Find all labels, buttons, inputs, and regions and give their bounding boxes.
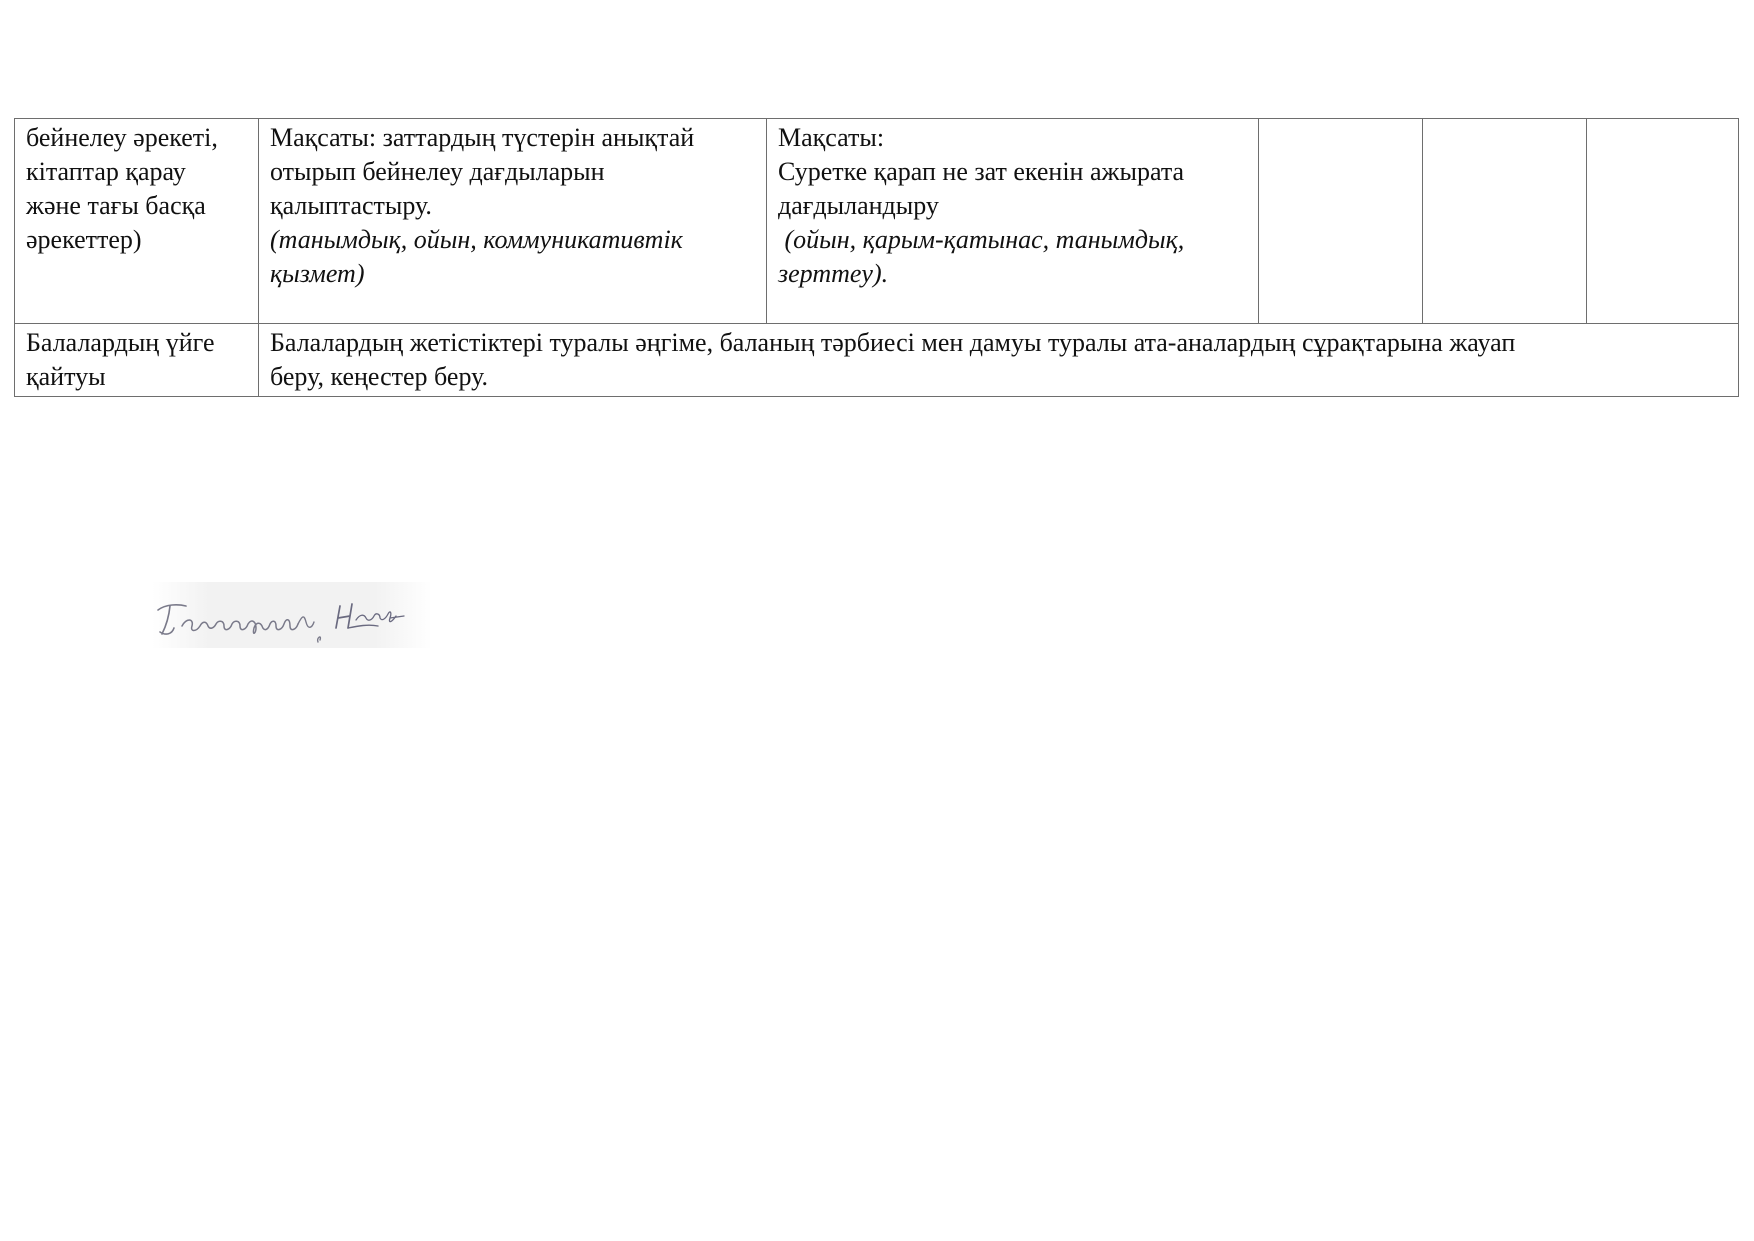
handwritten-signature (152, 582, 432, 648)
plan-table (14, 118, 1739, 397)
cell-line: отырып бейнелеу дағдыларын (270, 157, 605, 186)
cell-line-italic: қызмет) (270, 259, 365, 288)
signature-icon (152, 582, 432, 648)
cell-line: Мақсаты: (778, 123, 885, 152)
cell-line: бейнелеу әрекеті, (26, 123, 218, 152)
cell-line: Балалардың жетістіктері туралы әңгіме, баланың тәрбиесі мен дамуы туралы ата-аналардың сұрақтарына жауап (270, 328, 1516, 357)
cell-line: Суретке қарап не зат екенін ажырата (778, 157, 1185, 186)
cell-line: Мақсаты: заттардың түстерін анықтай (270, 123, 695, 152)
cell-line: беру, кеңестер беру. (270, 362, 489, 391)
empty-cell (1259, 119, 1423, 324)
empty-cell (1587, 119, 1739, 324)
empty-cell (1423, 119, 1587, 324)
activity-cell (15, 119, 259, 324)
goal-cell-1 (259, 119, 767, 324)
cell-line: қалыптастыру. (270, 191, 432, 220)
cell-line-italic: зерттеу). (778, 259, 889, 288)
cell-line: әрекеттер) (26, 225, 142, 254)
cell-line: дағдыландыру (778, 191, 939, 220)
goal-cell-2 (767, 119, 1259, 324)
activity-cell (15, 324, 259, 397)
cell-line-italic: (ойын, қарым-қатынас, танымдық, (778, 225, 1185, 254)
cell-line: Балалардың үйге (26, 328, 215, 357)
cell-line-italic: (танымдық, ойын, коммуникативтік (270, 225, 683, 254)
cell-line: кітаптар қарау (26, 157, 186, 186)
table-row (15, 324, 1739, 397)
merged-description-cell (259, 324, 1739, 397)
cell-line: қайтуы (26, 362, 106, 391)
cell-line: және тағы басқа (26, 191, 206, 220)
table-row (15, 119, 1739, 324)
